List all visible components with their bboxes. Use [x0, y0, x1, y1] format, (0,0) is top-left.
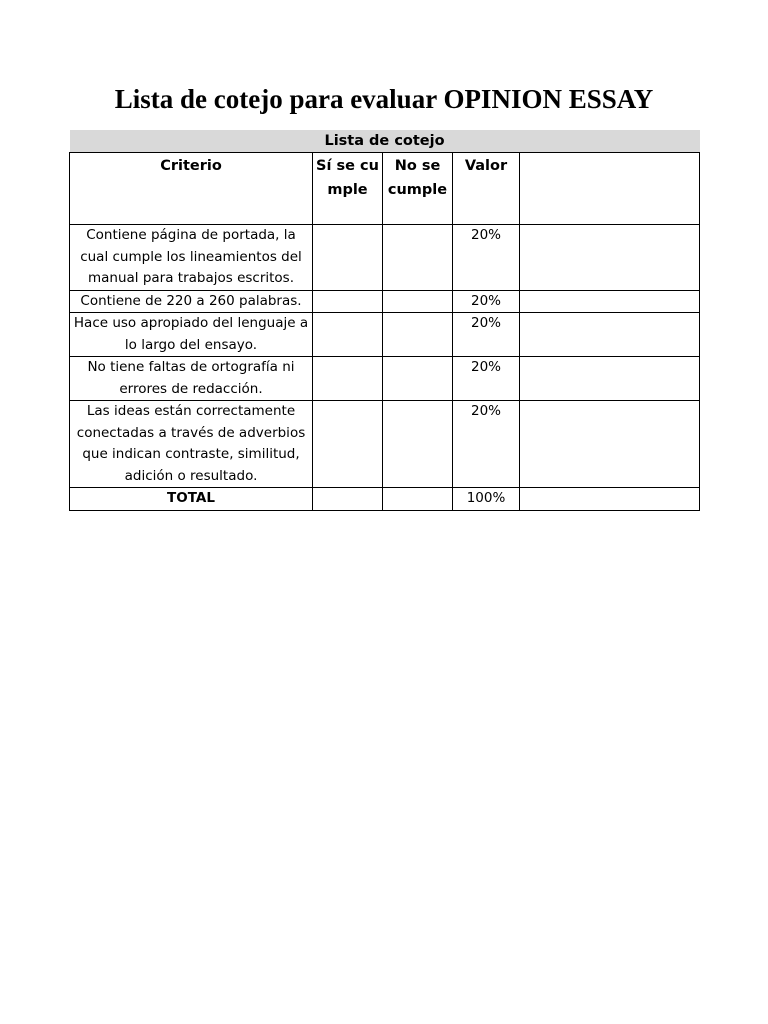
criterion-cell: No tiene faltas de ortografía ni errores de redacción. — [70, 357, 313, 401]
extra-cell[interactable] — [520, 290, 700, 313]
criterion-cell: Contiene de 220 a 260 palabras. — [70, 290, 313, 313]
value-cell: 20% — [453, 401, 520, 488]
yes-cell[interactable] — [313, 357, 383, 401]
table-row — [70, 401, 700, 488]
yes-cell[interactable] — [313, 401, 383, 488]
extra-cell[interactable] — [520, 357, 700, 401]
total-no-cell[interactable] — [383, 488, 453, 511]
value-cell: 20% — [453, 225, 520, 291]
criterion-cell: Contiene página de portada, la cual cumple los lineamientos del manual para trabajos escritos. — [70, 225, 313, 291]
table-row — [70, 290, 700, 313]
extra-cell[interactable] — [520, 401, 700, 488]
no-cell[interactable] — [383, 401, 453, 488]
table-header-row — [70, 153, 700, 225]
total-value: 100% — [453, 488, 520, 511]
value-cell: 20% — [453, 357, 520, 401]
header-value: Valor — [453, 153, 520, 225]
page-title: Lista de cotejo para evaluar OPINION ESSAY — [114, 84, 654, 114]
total-row — [70, 488, 700, 511]
no-cell[interactable] — [383, 357, 453, 401]
value-cell: 20% — [453, 313, 520, 357]
total-label: TOTAL — [70, 488, 313, 511]
no-cell[interactable] — [383, 313, 453, 357]
criterion-cell: Hace uso apropiado del lenguaje a lo largo del ensayo. — [70, 313, 313, 357]
yes-cell[interactable] — [313, 290, 383, 313]
no-cell[interactable] — [383, 290, 453, 313]
header-yes: Sí se cumple — [313, 153, 383, 225]
extra-cell[interactable] — [520, 225, 700, 291]
table-row — [70, 357, 700, 401]
header-extra — [520, 153, 700, 225]
table-caption-row — [70, 130, 700, 153]
header-no: No se cumple — [383, 153, 453, 225]
total-extra-cell[interactable] — [520, 488, 700, 511]
value-cell: 20% — [453, 290, 520, 313]
criterion-cell: Las ideas están correctamente conectadas a través de adverbios que indican contraste, similitud, adición o resultado. — [70, 401, 313, 488]
checklist-table — [69, 130, 700, 511]
yes-cell[interactable] — [313, 225, 383, 291]
header-criterion: Criterio — [70, 153, 313, 225]
total-yes-cell[interactable] — [313, 488, 383, 511]
table-caption: Lista de cotejo — [70, 130, 700, 153]
extra-cell[interactable] — [520, 313, 700, 357]
no-cell[interactable] — [383, 225, 453, 291]
table-row — [70, 225, 700, 291]
table-row — [70, 313, 700, 357]
yes-cell[interactable] — [313, 313, 383, 357]
